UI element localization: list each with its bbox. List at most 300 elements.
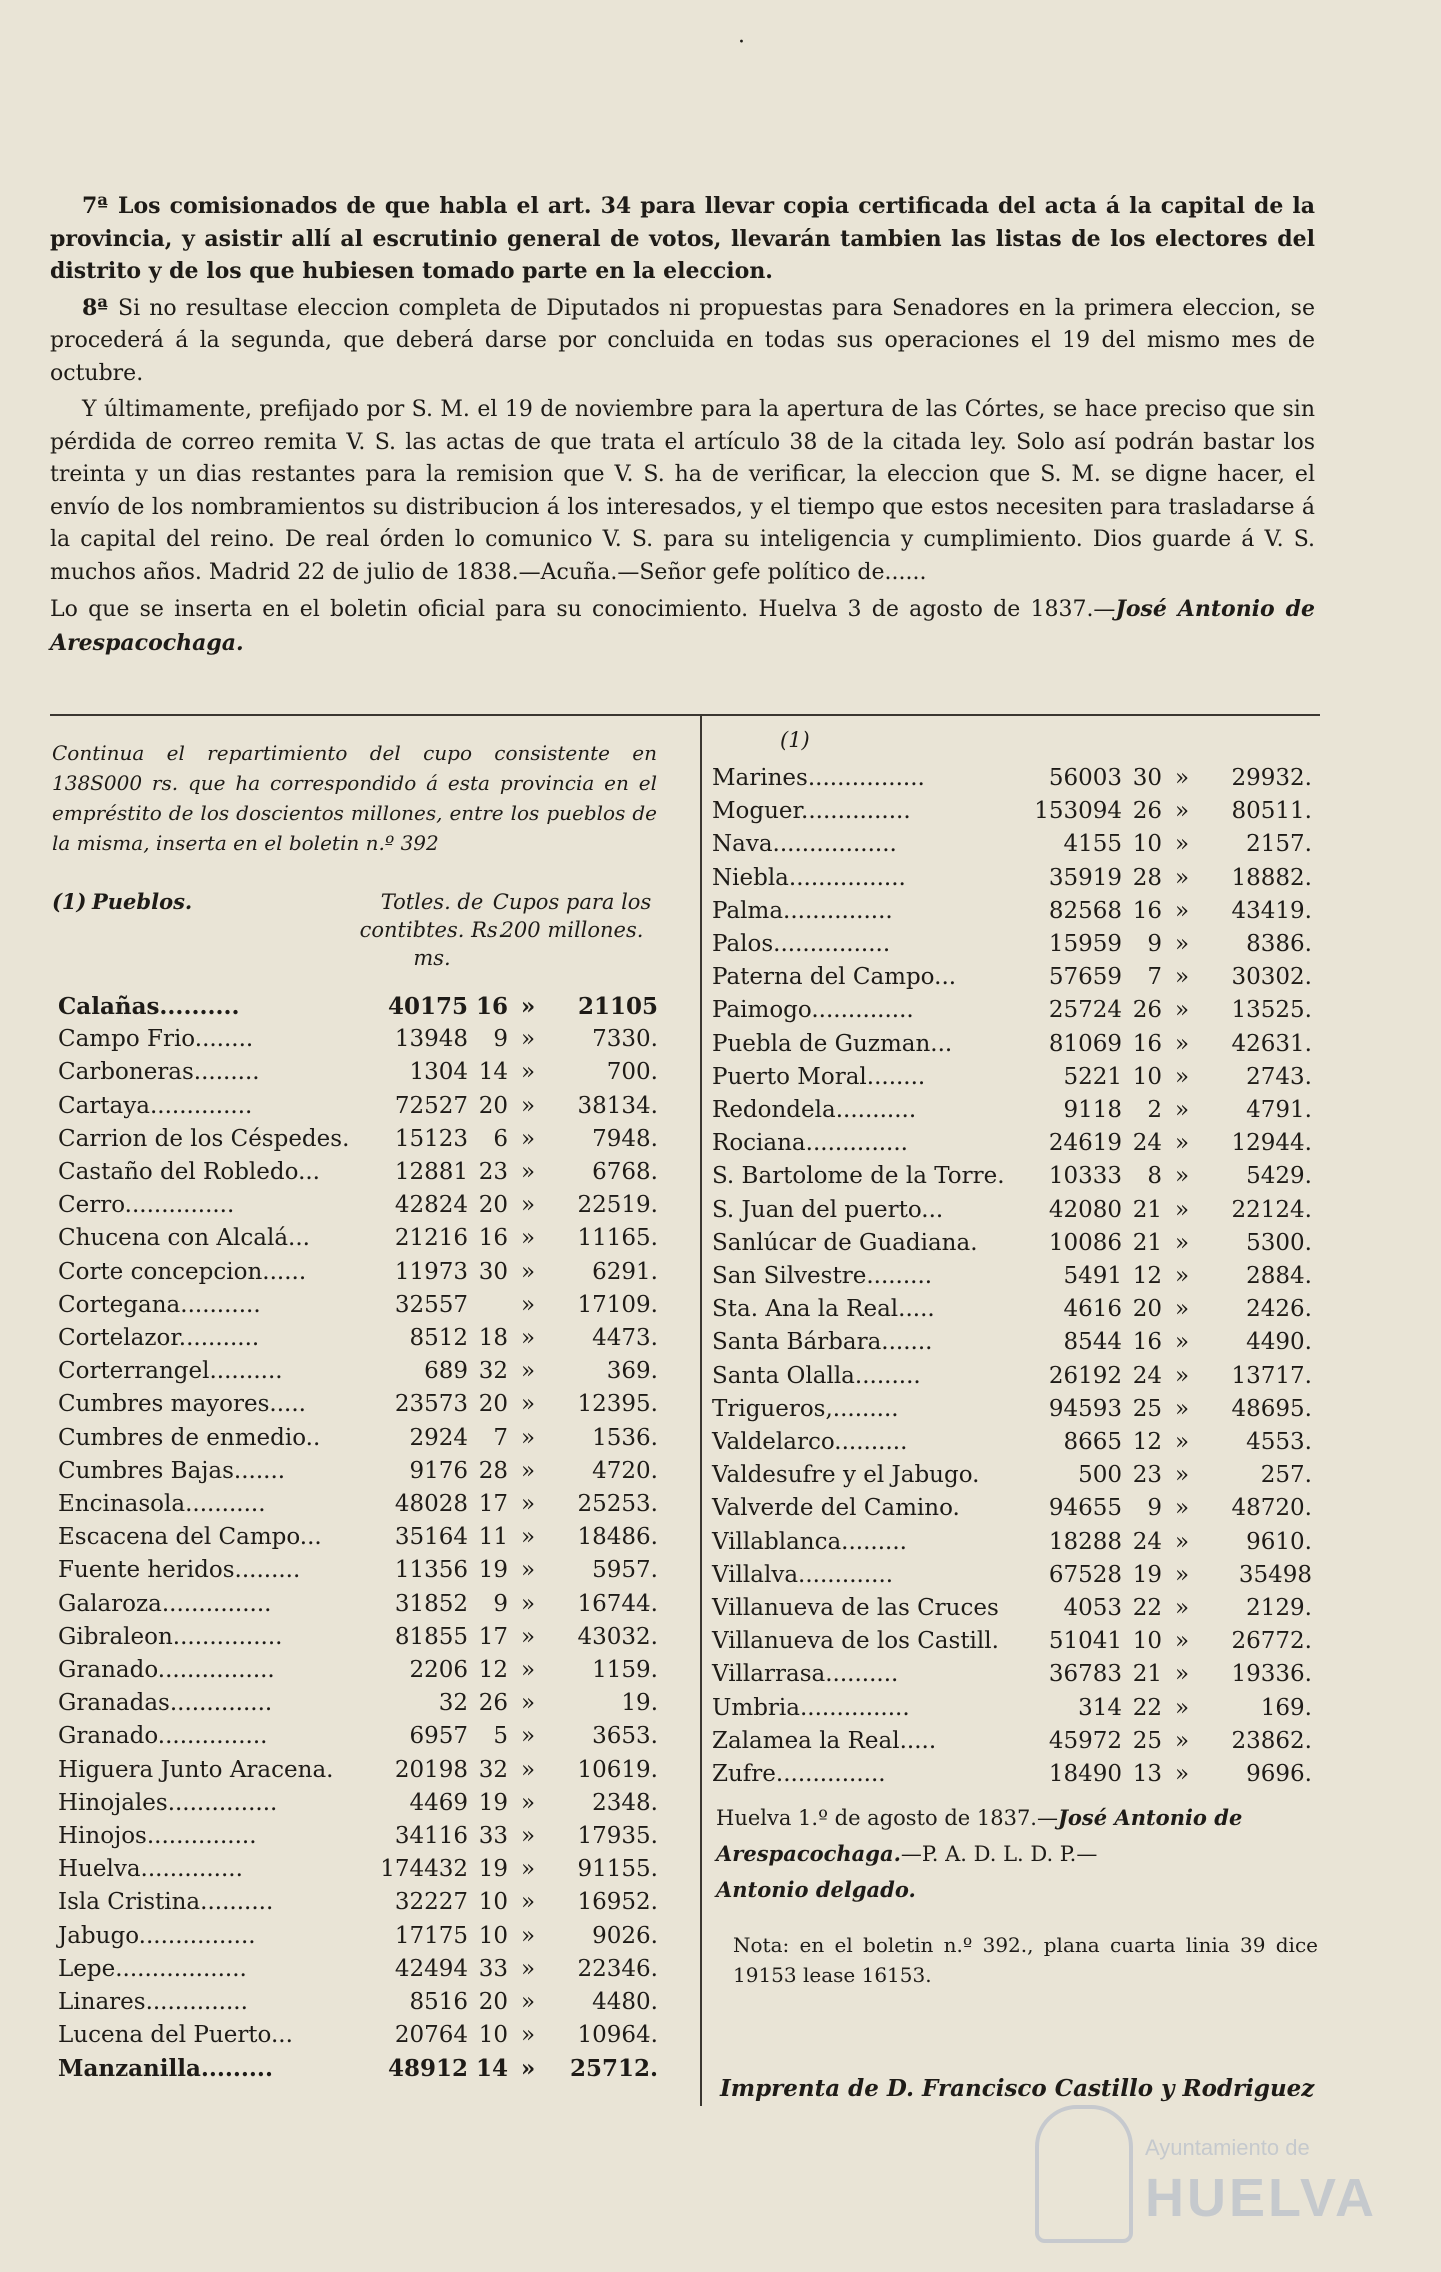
table-row [58, 1554, 658, 1587]
maravedis-value: 30 [1132, 765, 1162, 791]
town-name: Palma............... [712, 897, 893, 924]
town-name: Chucena con Alcalá... [58, 1225, 310, 1252]
table-row [58, 1920, 658, 1953]
cupo-value: 16744. [577, 1590, 658, 1617]
maravedis-value: 12 [1132, 1429, 1162, 1455]
table-row [58, 1056, 658, 1089]
table-row [58, 1256, 658, 1289]
cupo-value: 4553. [1246, 1429, 1312, 1455]
erratum-note: Nota: en el boletin n.º 392., plana cuarta linia 39 dice 19153 lease 16153. [733, 1933, 1318, 1987]
ditto-mark: » [1174, 1097, 1190, 1123]
cupo-value: 2129. [1246, 1595, 1312, 1621]
page-mark: · [738, 30, 745, 55]
cupo-value: 43032. [577, 1623, 658, 1650]
ditto-mark: » [520, 1756, 536, 1783]
table-row [712, 1658, 1312, 1691]
town-name: Santa Bárbara....... [712, 1329, 933, 1356]
total-value: 153094 [1034, 798, 1122, 825]
maravedis-value: 9 [493, 1026, 508, 1053]
maravedis-value: 23 [1132, 1462, 1162, 1489]
table-row [712, 828, 1312, 861]
ditto-mark: » [520, 1225, 536, 1252]
total-value: 500 [1078, 1462, 1122, 1489]
town-name: Carrion de los Céspedes. [58, 1125, 350, 1152]
cupo-value: 9026. [592, 1922, 658, 1949]
horizontal-divider [50, 714, 1320, 716]
cupo-value: 29932. [1231, 765, 1312, 791]
table-row [712, 1360, 1312, 1393]
cupo-value: 169. [1260, 1694, 1312, 1721]
town-name: San Silvestre......... [712, 1263, 933, 1289]
cupo-value: 80511. [1231, 798, 1312, 825]
cupo-value: 42631. [1231, 1030, 1312, 1057]
maravedis-value: 32 [478, 1358, 508, 1385]
town-name: Zalamea la Real..... [712, 1727, 937, 1754]
total-value: 17175 [394, 1922, 468, 1949]
town-name: Lepe.................. [58, 1955, 247, 1982]
cupo-value: 3653. [592, 1723, 658, 1750]
maravedis-value: 19 [478, 1789, 508, 1816]
ditto-mark: » [1174, 1196, 1190, 1223]
watermark-subtitle: Ayuntamiento de [1145, 2135, 1310, 2160]
maravedis-value: 30 [478, 1258, 508, 1285]
town-name: Paterna del Campo... [712, 964, 957, 991]
town-name: Hinojos............... [58, 1823, 257, 1849]
maravedis-value: 10 [1132, 1628, 1162, 1655]
table-row [58, 1621, 658, 1654]
ditto-mark: » [520, 1258, 536, 1285]
town-name: Cerro............... [58, 1192, 235, 1219]
town-name: Hinojales............... [58, 1789, 278, 1816]
maravedis-value: 21 [1132, 1661, 1162, 1688]
town-name: Villalva............. [712, 1561, 894, 1588]
table-row [58, 1588, 658, 1621]
town-name: Linares.............. [58, 1989, 248, 2015]
town-name: Jabugo................ [58, 1922, 256, 1949]
cupo-value: 9696. [1246, 1761, 1312, 1787]
cupo-value: 6291. [592, 1258, 658, 1285]
total-value: 6957 [409, 1723, 468, 1750]
table-row [712, 1692, 1312, 1725]
cupo-value: 2348. [592, 1789, 658, 1816]
ditto-mark: » [520, 1922, 536, 1949]
total-value: 174432 [380, 1856, 468, 1883]
town-name: Cumbres mayores..... [58, 1391, 306, 1418]
maravedis-value: 20 [478, 1192, 508, 1219]
table-row [712, 1758, 1312, 1791]
total-value: 9176 [409, 1457, 468, 1484]
cupo-value: 25253. [577, 1491, 658, 1517]
table-row [58, 2019, 658, 2052]
cupo-value: 7330. [592, 1026, 658, 1053]
table-row [58, 1754, 658, 1787]
ditto-mark: » [520, 1125, 536, 1152]
town-name: Escacena del Campo... [58, 1524, 322, 1551]
total-value: 32557 [394, 1291, 468, 1318]
table-row [712, 895, 1312, 928]
cupo-value: 26772. [1231, 1628, 1312, 1655]
ditto-mark: » [1174, 897, 1190, 924]
ditto-mark: » [520, 1955, 536, 1982]
maravedis-value: 16 [1132, 897, 1162, 924]
total-value: 8516 [409, 1989, 468, 2015]
total-value: 18490 [1048, 1761, 1122, 1787]
table-row [58, 1986, 658, 2019]
table-row [712, 1293, 1312, 1326]
total-value: 26192 [1048, 1362, 1122, 1389]
ditto-mark: » [520, 1557, 536, 1584]
cupo-value: 4720. [592, 1457, 658, 1484]
town-name: Villablanca......... [712, 1528, 907, 1555]
cupo-value: 16952. [577, 1889, 658, 1916]
table-row [712, 1061, 1312, 1094]
table-row [712, 1625, 1312, 1658]
total-value: 11973 [394, 1258, 468, 1285]
town-name: Cumbres Bajas....... [58, 1457, 286, 1484]
total-value: 35919 [1048, 864, 1122, 891]
maravedis-value: 22 [1132, 1694, 1162, 1721]
table-row [58, 1886, 658, 1919]
header-cupos: Cupos para los 200 millones. [492, 890, 652, 942]
town-name: Carboneras......... [58, 1059, 260, 1086]
town-name: Puerto Moral........ [712, 1063, 926, 1090]
cupo-value: 4791. [1246, 1097, 1312, 1123]
table-row [712, 1326, 1312, 1359]
town-name: Moguer............... [712, 798, 911, 825]
column-divider [700, 716, 702, 2106]
cupo-value: 1159. [592, 1657, 658, 1683]
town-name: Villanueva de las Cruces [712, 1595, 999, 1621]
ditto-mark: » [520, 1989, 536, 2015]
maravedis-value: 9 [493, 1590, 508, 1617]
town-name: Redondela........... [712, 1097, 917, 1123]
total-value: 31852 [394, 1590, 468, 1617]
ditto-mark: » [520, 1723, 536, 1750]
town-name: Puebla de Guzman... [712, 1030, 953, 1057]
ditto-mark: » [520, 1457, 536, 1484]
cupo-value: 48720. [1231, 1495, 1312, 1522]
table-row [58, 1654, 658, 1687]
maravedis-value: 11 [478, 1524, 508, 1551]
town-name: Lucena del Puerto... [58, 2022, 293, 2049]
ditto-mark: » [1174, 1163, 1190, 1190]
coat-of-arms-icon [1035, 2105, 1133, 2243]
ditto-mark: » [1174, 831, 1190, 858]
closing-paragraph: Y últimamente, prefijado por S. M. el 19 de noviembre para la apertura de las Córtes, se hace preciso que sin pérdida de correo remita V. S. las actas de que trata el artículo 38 de la citada ley. Solo así podrán bastar los treinta y un dias restantes para la remision que V. S. ha de verificar, la eleccion que S. M. se digne hacer, el envío de los nombramientos su distribucion á los interesados, y el tiempo que estos necesiten para trasladarse á la capital del reino. De real órden lo comunico V. S. para su inteligencia y cumplimiento. Dios guarde á V. S. muchos años. Madrid 22 de julio de 1838.—Acuña.—Señor gefe político de...... [50, 397, 1315, 585]
table-row [58, 1222, 658, 1255]
ditto-mark: » [520, 1889, 536, 1916]
table-row [58, 1488, 658, 1521]
table-row [58, 2052, 658, 2085]
ditto-mark: » [520, 1491, 536, 1517]
town-name: Villarrasa.......... [712, 1661, 899, 1688]
table-row [712, 1725, 1312, 1758]
table-row [712, 762, 1312, 795]
table-row [58, 1023, 658, 1056]
table-row [712, 1127, 1312, 1160]
maravedis-value: 33 [478, 1955, 508, 1982]
cupo-value: 369. [606, 1358, 658, 1385]
signature-block: Huelva 1.º de agosto de 1837.—José Antonio de Arespacochaga.—P. A. D. L. D. P.— Antonio delgado. [716, 1805, 1243, 1902]
total-value: 2924 [409, 1424, 468, 1451]
table-row [712, 928, 1312, 961]
town-name: Valverde del Camino. [712, 1495, 960, 1522]
total-value: 48028 [394, 1491, 468, 1517]
ditto-mark: » [1174, 1296, 1190, 1323]
town-name: Castaño del Robledo... [58, 1159, 320, 1185]
total-value: 48912 [387, 2055, 468, 2083]
ditto-mark: » [520, 1358, 536, 1385]
cupo-value: 2884. [1246, 1263, 1312, 1289]
total-value: 81069 [1048, 1030, 1122, 1057]
town-name: Villanueva de los Castill. [712, 1628, 999, 1655]
ditto-mark: » [1174, 1030, 1190, 1057]
table-row [712, 1028, 1312, 1061]
total-value: 36783 [1048, 1661, 1122, 1688]
cupo-value: 9610. [1246, 1528, 1312, 1555]
ditto-mark: » [520, 2055, 536, 2083]
town-name: Fuente heridos......... [58, 1557, 301, 1584]
footnote-ref: (1) [52, 889, 87, 914]
cupo-value: 23862. [1231, 1727, 1312, 1754]
total-value: 94655 [1048, 1495, 1122, 1522]
maravedis-value: 17 [478, 1491, 508, 1517]
cupo-value: 2743. [1246, 1063, 1312, 1090]
table-row [58, 1720, 658, 1753]
table-row [712, 1426, 1312, 1459]
maravedis-value: 32 [478, 1756, 508, 1783]
table-row [58, 1388, 658, 1421]
cupo-value: 2426. [1246, 1296, 1312, 1323]
cupo-value: 91155. [577, 1856, 658, 1883]
ditto-mark: » [1174, 1329, 1190, 1356]
maravedis-value: 26 [1132, 798, 1162, 825]
ditto-mark: » [520, 1159, 536, 1185]
cupo-value: 1536. [592, 1424, 658, 1451]
maravedis-value: 28 [478, 1457, 508, 1484]
table-row [58, 1355, 658, 1388]
printer-imprint: Imprenta de D. Francisco Castillo y Rodriguez [720, 2075, 1315, 2102]
maravedis-value: 19 [478, 1856, 508, 1883]
town-name: Sanlúcar de Guadiana. [712, 1229, 978, 1256]
total-value: 32227 [394, 1889, 468, 1916]
total-value: 34116 [394, 1823, 468, 1849]
ditto-mark: » [520, 993, 536, 1020]
ditto-mark: » [520, 1590, 536, 1617]
cupo-value: 22519. [577, 1192, 658, 1219]
maravedis-value: 5 [493, 1723, 508, 1750]
town-name: Gibraleon............... [58, 1623, 283, 1650]
table-row [712, 1194, 1312, 1227]
ditto-mark: » [1174, 1495, 1190, 1522]
ditto-mark: » [1174, 1661, 1190, 1688]
total-value: 42824 [394, 1192, 468, 1219]
right-footnote-ref: (1) [780, 728, 810, 752]
cupo-value: 257. [1260, 1462, 1312, 1489]
maravedis-value: 19 [1132, 1561, 1162, 1588]
ditto-mark: » [1174, 1429, 1190, 1455]
table-row [58, 1090, 658, 1123]
ditto-mark: » [1174, 1362, 1190, 1389]
total-value: 45972 [1048, 1727, 1122, 1754]
ditto-mark: » [520, 1690, 536, 1717]
cupo-value: 4473. [592, 1325, 658, 1351]
ditto-mark: » [520, 1623, 536, 1650]
cupo-value: 4480. [592, 1989, 658, 2015]
town-name: Corterrangel.......... [58, 1358, 283, 1385]
total-value: 81855 [394, 1623, 468, 1650]
maravedis-value: 16 [475, 993, 508, 1020]
ditto-mark: » [520, 1789, 536, 1816]
maravedis-value: 6 [493, 1125, 508, 1152]
maravedis-value: 20 [1132, 1296, 1162, 1323]
town-name: Rociana.............. [712, 1130, 908, 1157]
ditto-mark: » [1174, 1628, 1190, 1655]
cupo-value: 30302. [1231, 964, 1312, 991]
total-value: 5491 [1063, 1263, 1122, 1289]
total-value: 8665 [1063, 1429, 1122, 1455]
cupo-value: 18486. [577, 1524, 658, 1551]
cupo-value: 6768. [592, 1159, 658, 1185]
ditto-mark: » [520, 1291, 536, 1318]
town-name: Campo Frio........ [58, 1026, 254, 1053]
total-value: 5221 [1063, 1063, 1122, 1090]
cupo-value: 25712. [569, 2055, 658, 2083]
total-value: 15123 [394, 1125, 468, 1152]
maravedis-value: 23 [478, 1159, 508, 1185]
table-row [712, 1227, 1312, 1260]
article-7: 7ª Los comisionados de que habla el art. 34 para llevar copia certificada del acta á la capital de la provincia, y asistir allí al escrutinio general de votos, llevarán tambien las listas de los electores del distrito y de los que hubiesen tomado parte en la eleccion. [50, 193, 1315, 284]
maravedis-value: 9 [1147, 931, 1162, 957]
town-name: Marines................ [712, 765, 925, 791]
article-8: 8ª Si no resultase eleccion completa de Diputados ni propuestas para Senadores en la primera eleccion, se procederá á la segunda, que deberá darse por concluida en todas sus operaciones el 19 del mismo mes de octubre. [50, 294, 1315, 386]
table-row [58, 1687, 658, 1720]
column-headers [52, 880, 662, 970]
town-name: Manzanilla......... [58, 2055, 273, 2083]
ditto-mark: » [520, 1424, 536, 1451]
maravedis-value: 24 [1132, 1130, 1162, 1157]
ditto-mark: » [1174, 1761, 1190, 1787]
town-name: Isla Cristina.......... [58, 1889, 274, 1916]
ditto-mark: » [1174, 1395, 1190, 1422]
table-row [58, 1953, 658, 1986]
town-name: Palos................ [712, 931, 891, 957]
header-pueblos: Pueblos. [92, 889, 193, 914]
maravedis-value: 20 [478, 1989, 508, 2015]
total-value: 67528 [1048, 1561, 1122, 1588]
ditto-mark: » [1174, 765, 1190, 791]
town-name: Nava................. [712, 831, 897, 858]
table-row [58, 1189, 658, 1222]
town-name: S. Bartolome de la Torre. [712, 1163, 1005, 1190]
town-name: Niebla................ [712, 864, 906, 891]
maravedis-value: 7 [1147, 964, 1162, 991]
maravedis-value: 16 [478, 1225, 508, 1252]
cupo-value: 13717. [1231, 1362, 1312, 1389]
town-name: S. Juan del puerto... [712, 1196, 944, 1223]
total-value: 9118 [1063, 1097, 1122, 1123]
table-row [712, 1260, 1312, 1293]
total-value: 689 [424, 1358, 468, 1385]
maravedis-value: 7 [493, 1424, 508, 1451]
ditto-mark: » [1174, 1528, 1190, 1555]
total-value: 42080 [1048, 1196, 1122, 1223]
cupo-value: 21105 [577, 993, 658, 1020]
cupo-value: 43419. [1231, 897, 1312, 924]
total-value: 56003 [1048, 765, 1122, 791]
town-name: Huelva.............. [58, 1856, 243, 1883]
maravedis-value: 33 [478, 1823, 508, 1849]
maravedis-value: 12 [1132, 1263, 1162, 1289]
town-name: Santa Olalla......... [712, 1362, 921, 1389]
cupo-value: 10619. [577, 1756, 658, 1783]
total-value: 8544 [1063, 1329, 1122, 1356]
ditto-mark: » [1174, 1694, 1190, 1721]
town-name: Valdelarco.......... [712, 1429, 908, 1455]
cupo-value: 2157. [1246, 831, 1312, 858]
maravedis-value: 10 [478, 1922, 508, 1949]
ditto-mark: » [1174, 931, 1190, 957]
cupo-value: 38134. [577, 1092, 658, 1119]
ditto-mark: » [520, 1823, 536, 1849]
maravedis-value: 17 [478, 1623, 508, 1650]
cupo-value: 4490. [1246, 1329, 1312, 1356]
total-value: 57659 [1048, 964, 1122, 991]
ditto-mark: » [1174, 997, 1190, 1024]
maravedis-value: 14 [475, 2055, 508, 2083]
total-value: 25724 [1048, 997, 1122, 1024]
total-value: 1304 [409, 1059, 468, 1086]
town-name: Cortelazor........... [58, 1325, 260, 1351]
maravedis-value: 8 [1147, 1163, 1162, 1190]
ditto-mark: » [1174, 1130, 1190, 1157]
total-value: 314 [1078, 1694, 1122, 1721]
ditto-mark: » [520, 1856, 536, 1883]
total-value: 10333 [1048, 1163, 1122, 1190]
table-row [58, 1853, 658, 1886]
ditto-mark: » [520, 2022, 536, 2049]
maravedis-value: 9 [1147, 1495, 1162, 1522]
maravedis-value: 26 [1132, 997, 1162, 1024]
total-value: 4616 [1063, 1296, 1122, 1323]
town-name: Sta. Ana la Real..... [712, 1296, 935, 1323]
table-row [58, 1289, 658, 1322]
town-name: Paimogo.............. [712, 997, 914, 1024]
total-value: 10086 [1048, 1229, 1122, 1256]
cupo-value: 48695. [1231, 1395, 1312, 1422]
maravedis-value: 18 [478, 1325, 508, 1351]
ditto-mark: » [1174, 1727, 1190, 1754]
table-row [712, 1559, 1312, 1592]
ditto-mark: » [1174, 1263, 1190, 1289]
maravedis-value: 28 [1132, 864, 1162, 891]
total-value: 24619 [1048, 1130, 1122, 1157]
ditto-mark: » [520, 1325, 536, 1351]
table-row [58, 1422, 658, 1455]
town-name: Cortegana........... [58, 1291, 261, 1318]
cupo-value: 8386. [1246, 931, 1312, 957]
total-value: 11356 [394, 1557, 468, 1584]
town-name: Calañas.......... [58, 993, 240, 1020]
total-value: 4053 [1063, 1595, 1122, 1621]
town-name: Galaroza............... [58, 1590, 272, 1617]
total-value: 4469 [409, 1789, 468, 1816]
total-value: 21216 [394, 1225, 468, 1252]
cupo-value: 700. [606, 1059, 658, 1086]
town-name: Trigueros,......... [712, 1395, 899, 1422]
table-row [58, 1322, 658, 1355]
table-row [58, 1820, 658, 1853]
